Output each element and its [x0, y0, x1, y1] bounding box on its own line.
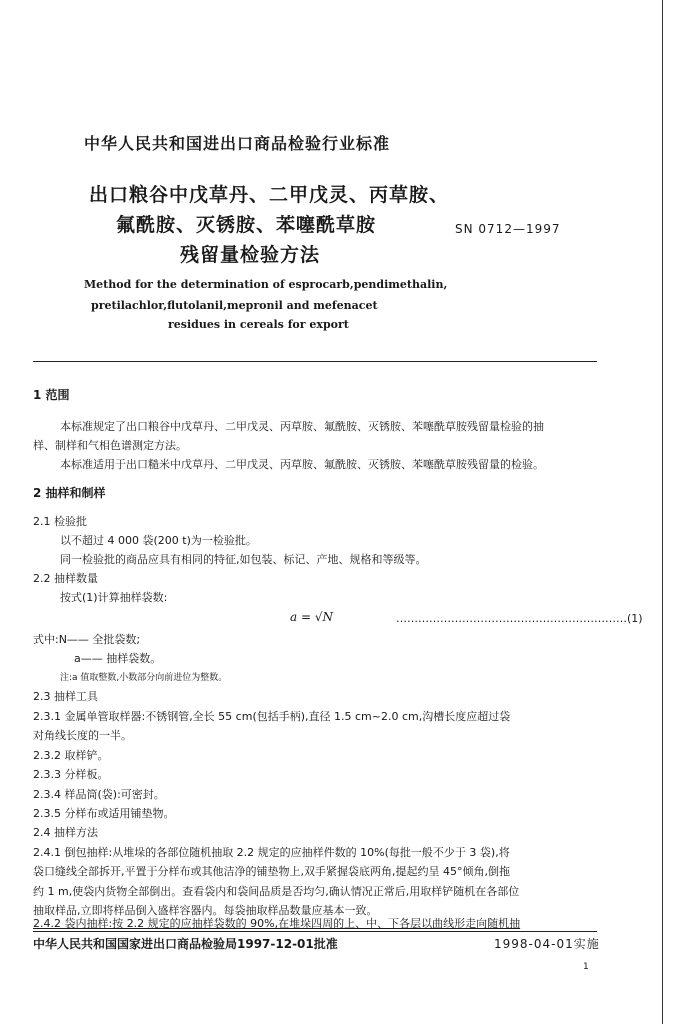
formula-1: a = √N	[290, 610, 333, 624]
english-title-line-2: pretilachlor,flutolanil,mepronil and mefenacet	[91, 299, 378, 312]
title-line-3: 残留量检验方法	[180, 244, 321, 266]
footer-implementation: 1998-04-01实施	[494, 937, 600, 951]
section-2-3-2: 2.3.2 取样铲。	[33, 749, 109, 762]
section-2-3-heading: 2.3 抽样工具	[33, 690, 98, 703]
section-2-4-1-line-b: 袋口缝线全部拆开,平置于分样布或其他洁净的铺垫物上,双手紧握袋底两角,提起约呈 45°倾角,倒拖	[33, 865, 510, 878]
formula-1-leader: ………………………………………………………(1)	[396, 612, 643, 625]
standard-code: SN 0712—1997	[455, 222, 561, 236]
section-2-2-heading: 2.2 抽样数量	[33, 572, 98, 585]
section-2-3-3: 2.3.3 分样板。	[33, 768, 109, 781]
section-2-3-1-line-a: 2.3.1 金属单管取样器:不锈钢管,全长 55 cm(包括手柄),直径 1.5 cm~2.0 cm,沟槽长度应超过袋	[33, 710, 511, 723]
section-1-para-2: 本标准适用于出口糙米中戊草丹、二甲戊灵、丙草胺、氟酰胺、灭锈胺、苯噻酰草胺残留量的检验。	[60, 458, 544, 471]
formula-note: 注:a 值取整数,小数部分向前进位为整数。	[60, 673, 228, 683]
section-2-3-4: 2.3.4 样品筒(袋):可密封。	[33, 788, 165, 801]
title-line-2: 氟酰胺、灭锈胺、苯噻酰草胺	[116, 214, 377, 236]
section-2-4-heading: 2.4 抽样方法	[33, 826, 98, 839]
section-2-4-1-line-c: 约 1 m,使袋内货物全部倒出。查看袋内和袋间品质是否均匀,确认情况正常后,用取样铲随机在各部位	[33, 885, 520, 898]
section-2-4-1-line-a: 2.4.1 倒包抽样:从堆垛的各部位随机抽取 2.2 规定的应抽样件数的 10%(每批一般不少于 3 袋),将	[33, 846, 510, 859]
footer-divider	[33, 931, 597, 932]
section-2-2-para-1: 按式(1)计算抽样袋数:	[60, 591, 168, 604]
section-2-1-para-2: 同一检验批的商品应具有相同的特征,如包装、标记、产地、规格和等级等。	[60, 553, 427, 566]
english-title-line-3: residues in cereals for export	[168, 318, 349, 331]
section-1-para-1b: 样、制样和气相色谱测定方法。	[33, 439, 187, 452]
section-1-heading: 1 范围	[33, 388, 70, 402]
footer-approval: 中华人民共和国国家进出口商品检验局1997-12-01批准	[33, 937, 338, 951]
header-divider	[33, 361, 597, 362]
scan-edge	[662, 0, 663, 1024]
section-2-4-2: 2.4.2 袋内抽样:按 2.2 规定的应抽样袋数的 90%,在堆垛四周的上、中、下各层以曲线形走向随机抽	[33, 917, 521, 930]
formula-where-1: 式中:N—— 全批袋数;	[33, 633, 141, 646]
page-number: 1	[583, 962, 589, 972]
formula-where-2: a—— 抽样袋数。	[74, 652, 162, 665]
english-title-line-1: Method for the determination of esprocarb,pendimethalin,	[84, 278, 448, 291]
title-line-1: 出口粮谷中戊草丹、二甲戊灵、丙草胺、	[89, 184, 450, 206]
section-2-3-1-line-b: 对角线长度的一半。	[33, 729, 132, 742]
section-2-1-heading: 2.1 检验批	[33, 515, 87, 528]
section-2-1-para-1: 以不超过 4 000 袋(200 t)为一检验批。	[60, 534, 257, 547]
section-2-4-1-line-d: 抽取样品,立即将样品倒入盛样容器内。每袋抽取样品数量应基本一致。	[33, 904, 378, 917]
section-1-para-1a: 本标准规定了出口粮谷中戊草丹、二甲戊灵、丙草胺、氟酰胺、灭锈胺、苯噻酰草胺残留量检验的抽	[60, 420, 544, 433]
section-2-heading: 2 抽样和制样	[33, 486, 106, 500]
agency-header: 中华人民共和国进出口商品检验行业标准	[84, 134, 391, 153]
section-2-3-5: 2.3.5 分样布或适用铺垫物。	[33, 807, 175, 820]
